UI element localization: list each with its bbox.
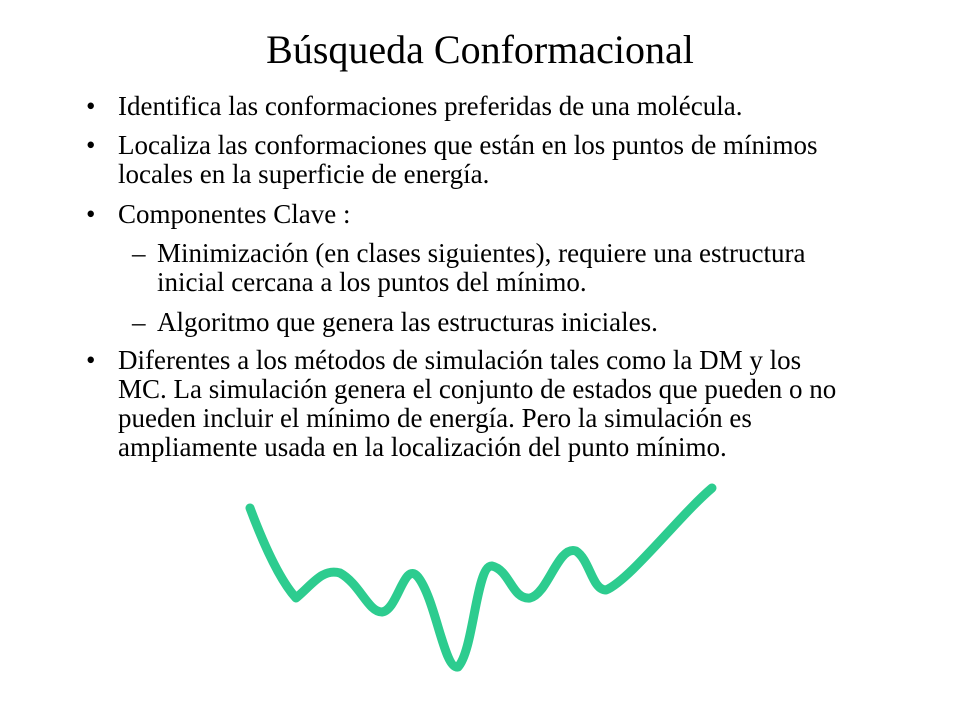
bullet-item-identifica: Identifica las conformaciones preferidas de una molécula. — [118, 91, 743, 121]
slide-title: Búsqueda Conformacional — [266, 27, 694, 72]
subitem-algoritmo: Algoritmo que genera las estructuras iniciales. — [157, 307, 658, 337]
bullet-item-diferentes: Diferentes a los métodos de simulación tales como la DM y los MC. La simulación genera el conjunto de estados que pueden o no pueden incluir el mínimo de energía. Pero la simulación es ampliamente usada en la localización del punto mínimo. — [118, 345, 837, 462]
bullet-item-componentes: Componentes Clave : — [118, 199, 351, 229]
subitem-minimizacion: Minimización (en clases siguientes), requiere una estructura inicial cercana a los puntos del mínimo. — [157, 238, 806, 297]
dash-marker: – — [132, 238, 146, 268]
bullet-marker: • — [86, 130, 96, 160]
energy-curve-path — [250, 488, 712, 667]
bullet-item-localiza: Localiza las conformaciones que están en los puntos de mínimos locales en la superficie de energía. — [118, 130, 818, 189]
bullet-marker: • — [86, 91, 96, 121]
dash-marker: – — [132, 307, 146, 337]
bullet-marker: • — [86, 345, 96, 375]
bullet-marker: • — [86, 199, 96, 229]
